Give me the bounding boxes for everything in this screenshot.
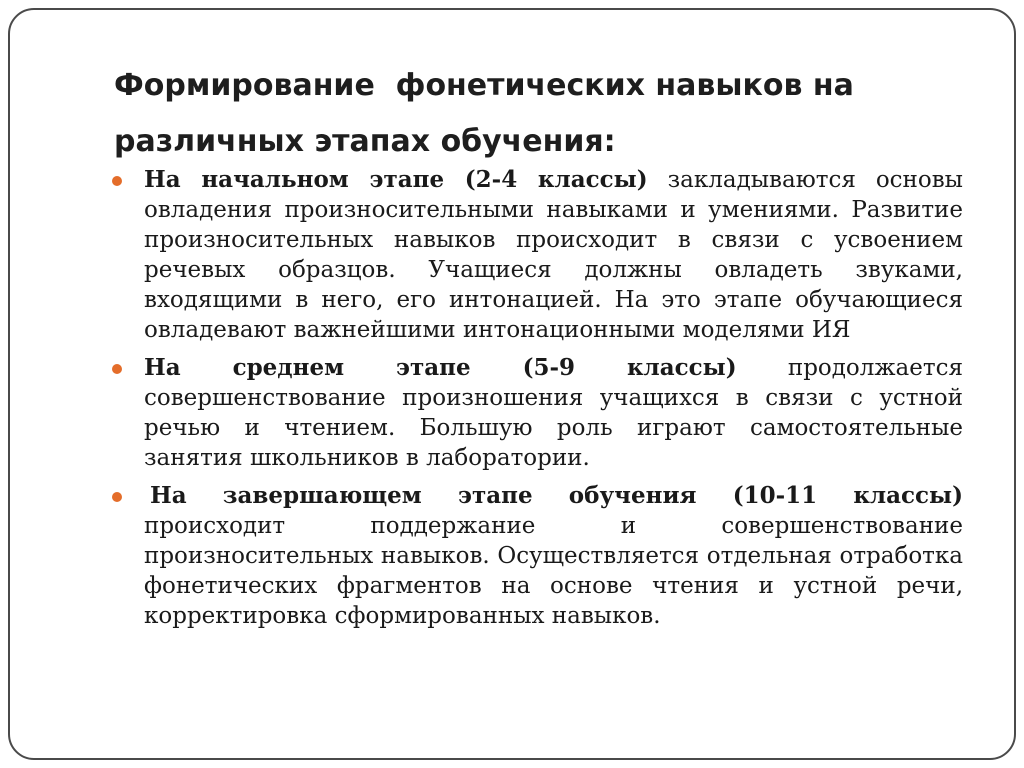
stage-description: происходит поддержание и совершенствование произносительных навыков. Осуществляется отдельная отработка фонетических фрагментов на основе чтения и устной речи, корректировка сформированных навыков.	[144, 513, 963, 629]
stage-description: закладываются основы овладения произносительными навыками и умениями. Развитие произносительных навыков происходит в связи с усвоением речевых образцов. Учащиеся должны овладеть звуками, входящими в него, его интонацией. На это этапе обучающиеся овладевают важнейшими интонационными моделями ИЯ	[144, 167, 963, 343]
slide-title: Формирование фонетических навыков на различных этапах обучения:	[114, 68, 865, 159]
bullet-dot-icon	[112, 176, 122, 186]
bullet-list	[112, 165, 963, 639]
stage-heading: На завершающем этапе обучения (10-11 классы)	[150, 482, 963, 509]
stage-heading: На среднем этапе (5-9 классы)	[144, 354, 737, 381]
stage-description: продолжается совершенствование произношения учащихся в связи с устной речью и чтением. Большую роль играют самостоятельные занятия школьников в лаборатории.	[144, 355, 963, 471]
list-item-final-stage	[112, 481, 963, 631]
list-item-middle-stage	[112, 353, 963, 473]
stage-heading: На начальном этапе (2-4 классы)	[144, 166, 648, 193]
bullet-dot-icon	[112, 364, 122, 374]
bullet-dot-icon	[112, 492, 122, 502]
list-item-primary-stage	[112, 165, 963, 345]
